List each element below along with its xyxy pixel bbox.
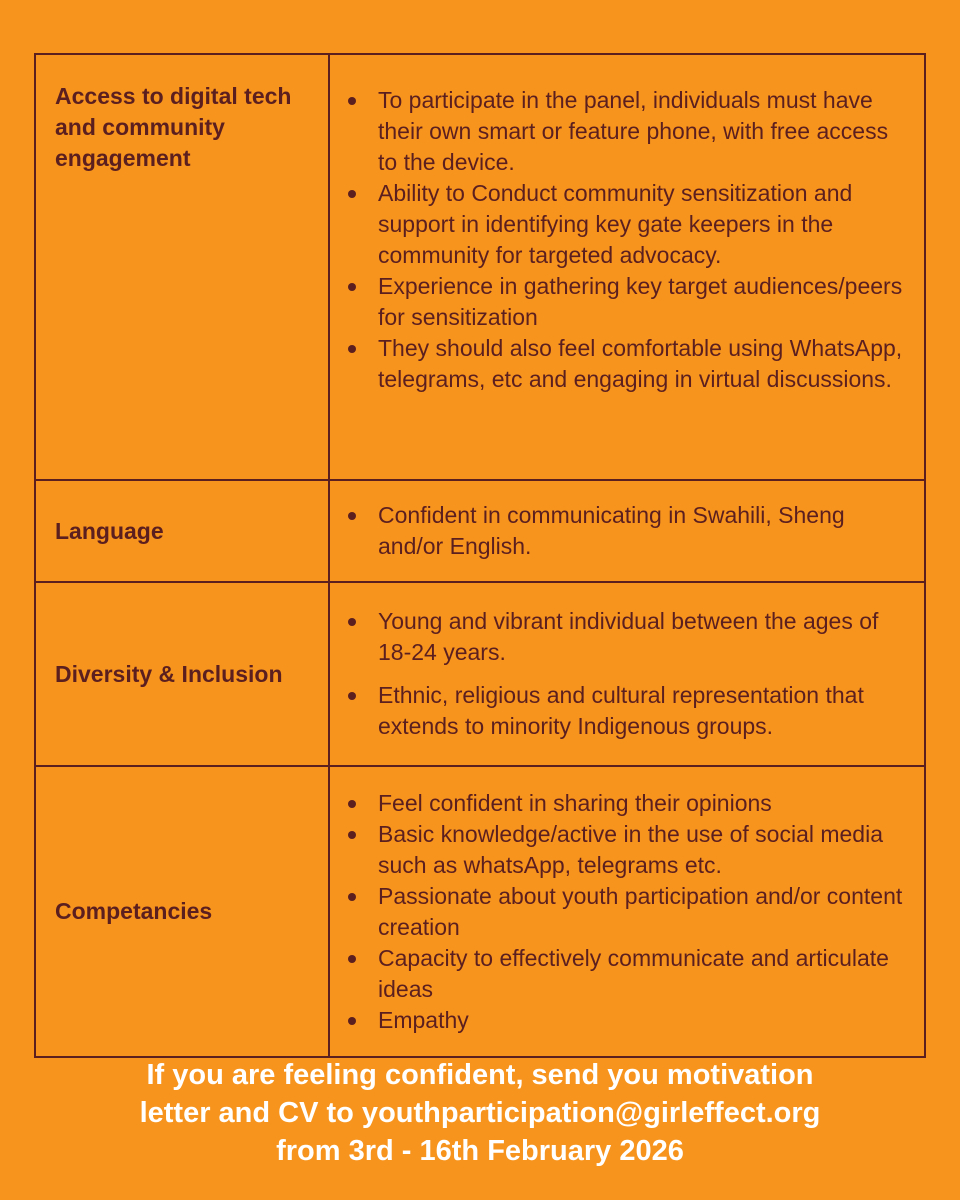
criteria-description	[329, 766, 925, 1057]
list-item-text: Experience in gathering key target audiences/peers for sensitization	[378, 273, 903, 330]
criteria-label: Competancies	[35, 766, 329, 1057]
criteria-label: Diversity & Inclusion	[35, 582, 329, 766]
requirements-list	[346, 788, 904, 1036]
footer-line: If you are feeling confident, send you motivation	[146, 1059, 814, 1091]
criteria-description	[329, 54, 925, 480]
bullet-icon	[348, 97, 356, 105]
list-item-text: Passionate about youth participation and/or content creation	[378, 882, 903, 940]
list-item	[346, 85, 904, 178]
list-item	[346, 819, 904, 881]
list-item-text: Ethnic, religious and cultural representation that extends to minority Indigenous groups.	[378, 682, 864, 739]
list-item-text: Basic knowledge/active in the use of social media such as whatsApp, telegrams etc.	[378, 820, 884, 878]
criteria-label: Language	[35, 480, 329, 582]
list-item-text: Ability to Conduct community sensitization and support in identifying key gate keepers in the community for targeted advocacy.	[378, 180, 853, 268]
list-item-text: Feel confident in sharing their opinions	[378, 789, 772, 816]
bullet-icon	[348, 618, 356, 626]
list-item-text: Capacity to effectively communicate and articulate ideas	[378, 944, 889, 1002]
criteria-row-access	[35, 54, 925, 480]
criteria-row-competencies	[35, 766, 925, 1057]
list-item	[346, 881, 904, 943]
list-item	[346, 1005, 904, 1036]
footer-line: letter and CV to youthparticipation@girleffect.org	[139, 1097, 821, 1129]
list-item-text: Confident in communicating in Swahili, Sheng and/or English.	[378, 502, 845, 559]
requirements-list	[346, 85, 904, 395]
list-item-text: Young and vibrant individual between the ages of 18-24 years.	[378, 608, 879, 665]
requirements-list	[346, 606, 904, 742]
criteria-table	[34, 53, 926, 1058]
list-item-text: To participate in the panel, individuals must have their own smart or feature phone, with free access to the device.	[378, 87, 889, 175]
requirements-list	[346, 500, 904, 562]
bullet-icon	[348, 800, 356, 808]
list-item	[346, 500, 904, 562]
bullet-icon	[348, 692, 356, 700]
list-item	[346, 788, 904, 819]
list-item-text: Empathy	[378, 1006, 469, 1033]
bullet-icon	[348, 1017, 356, 1025]
list-item-text: They should also feel comfortable using WhatsApp, telegrams, etc and engaging in virtual discussions.	[378, 335, 903, 392]
criteria-description	[329, 480, 925, 582]
bullet-icon	[348, 190, 356, 198]
list-item	[346, 680, 904, 742]
list-item	[346, 178, 904, 271]
bullet-icon	[348, 955, 356, 963]
bullet-icon	[348, 345, 356, 353]
list-item	[346, 943, 904, 1005]
bullet-icon	[348, 283, 356, 291]
criteria-row-diversity	[35, 582, 925, 766]
list-item	[346, 271, 904, 333]
bullet-icon	[348, 831, 356, 839]
footer-line: from 3rd - 16th February 2026	[276, 1135, 684, 1167]
bullet-icon	[348, 512, 356, 520]
bullet-icon	[348, 893, 356, 901]
application-call-to-action	[0, 1056, 960, 1170]
criteria-row-language	[35, 480, 925, 582]
criteria-label: Access to digital tech and community engagement	[35, 54, 329, 480]
criteria-description	[329, 582, 925, 766]
list-item	[346, 333, 904, 395]
list-item	[346, 606, 904, 668]
